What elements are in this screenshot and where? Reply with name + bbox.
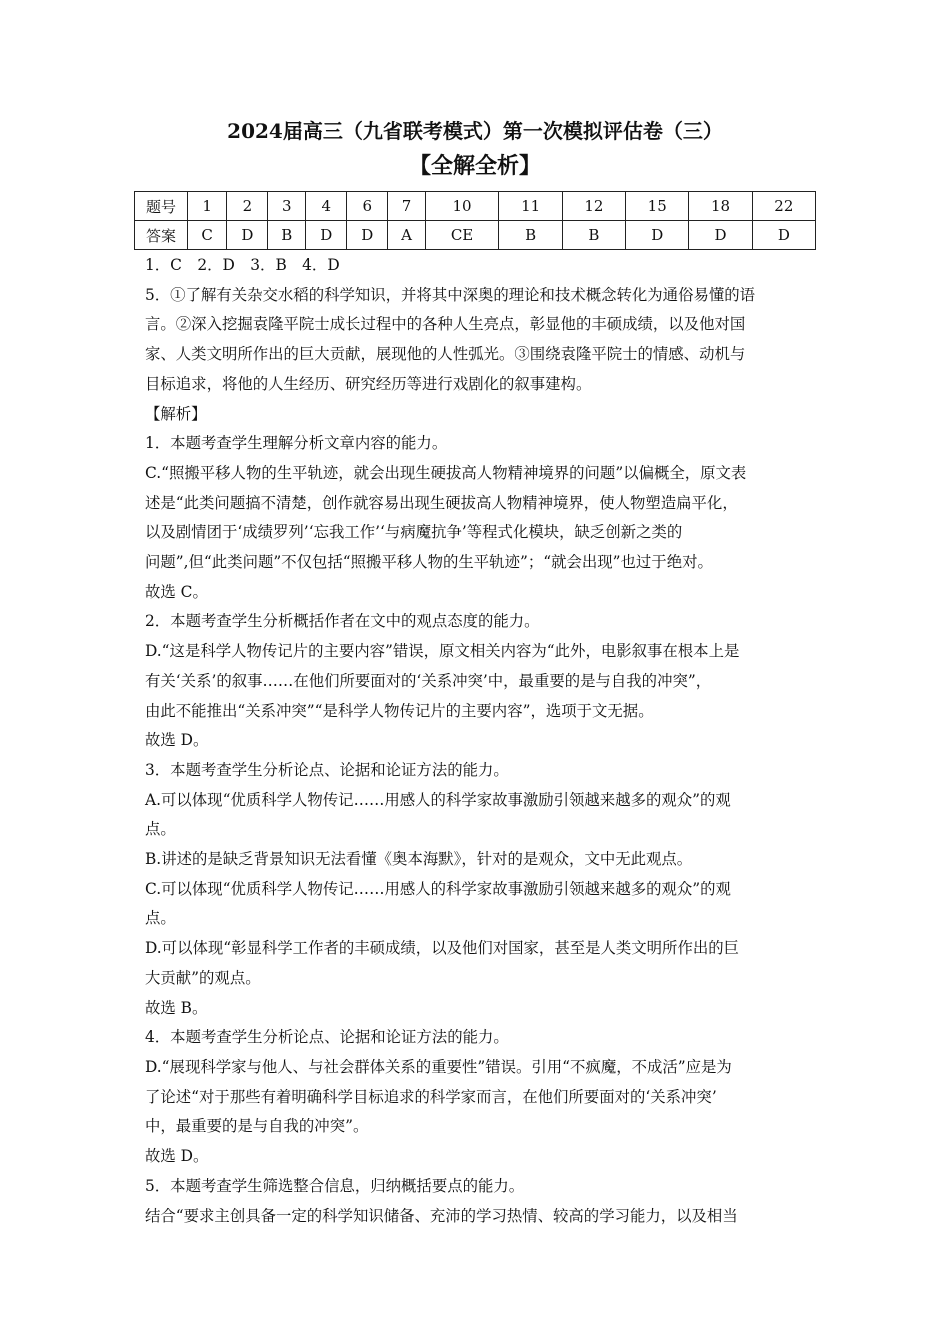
answer-table-number-row bbox=[135, 192, 816, 221]
answer-cell: B bbox=[268, 221, 306, 250]
text-line: C.“照搬平移人物的生平轨迹，就会出现生硬拔高人物精神境界的问题”以偏概全，原文表 bbox=[145, 463, 747, 482]
document-title: 2024届高三（九省联考模式）第一次模拟评估卷（三） bbox=[227, 119, 723, 143]
table-answer-label: 答案 bbox=[135, 221, 188, 250]
text-line: D.可以体现“彰显科学工作者的丰硕成绩，以及他们对国家，甚至是人类文明所作出的巨 bbox=[145, 939, 740, 958]
text-line: 故选 D。 bbox=[145, 731, 209, 750]
text-line: 点。 bbox=[145, 909, 176, 928]
question-number: 6 bbox=[347, 192, 388, 221]
text-line: 故选 B。 bbox=[145, 998, 208, 1017]
question-number: 11 bbox=[499, 192, 562, 221]
answer-cell: D bbox=[347, 221, 388, 250]
text-line: 结合“要求主创具备一定的科学知识储备、充沛的学习热情、较高的学习能力，以及相当 bbox=[145, 1206, 738, 1225]
answer-cell: D bbox=[306, 221, 347, 250]
text-line: 5．①了解有关杂交水稻的科学知识，并将其中深奥的理论和技术概念转化为通俗易懂的语 bbox=[145, 285, 756, 304]
text-line: 4．本题考查学生分析论点、论据和论证方法的能力。 bbox=[145, 1028, 509, 1047]
question-number: 22 bbox=[752, 192, 815, 221]
text-line: 以及剧情团于‘成绩罗列’‘忘我工作’‘与病魔抗争’等程式化模块，缺乏创新之类的 bbox=[145, 523, 683, 542]
text-line: D.“这是科学人物传记片的主要内容”错误，原文相关内容为“此外，电影叙事在根本上是 bbox=[145, 642, 740, 661]
question-number: 10 bbox=[425, 192, 499, 221]
text-line: 言。②深入挖掘袁隆平院士成长过程中的各种人生亮点，彰显他的丰硕成绩，以及他对国 bbox=[145, 315, 746, 334]
text-line: 点。 bbox=[145, 820, 176, 839]
answer-table bbox=[134, 191, 816, 250]
text-line: 故选 C。 bbox=[145, 582, 208, 601]
text-line: 1．本题考查学生理解分析文章内容的能力。 bbox=[145, 434, 448, 453]
table-header-label: 题号 bbox=[135, 192, 188, 221]
question-number: 15 bbox=[626, 192, 689, 221]
answer-cell: D bbox=[626, 221, 689, 250]
answer-cell: D bbox=[689, 221, 752, 250]
text-line: 述是“此类问题搞不清楚，创作就容易出现生硬拔高人物精神境界，使人物塑造扁平化， bbox=[145, 493, 738, 512]
text-line: 家、人类文明所作出的巨大贡献，展现他的人性弧光。③围绕袁隆平院士的情感、动机与 bbox=[145, 345, 746, 364]
text-line: 问题”,但“此类问题”不仅包括“照搬平移人物的生平轨迹”；“就会出现”也过于绝对。 bbox=[145, 553, 713, 572]
text-line: C.可以体现“优质科学人物传记……用感人的科学家故事激励引领越来越多的观众”的观 bbox=[145, 879, 731, 898]
question-number: 4 bbox=[306, 192, 347, 221]
answer-cell: D bbox=[752, 221, 815, 250]
text-line: 由此不能推出“关系冲突”“是科学人物传记片的主要内容”，选项于文无据。 bbox=[145, 701, 654, 720]
question-number: 2 bbox=[227, 192, 268, 221]
text-line: A.可以体现“优质科学人物传记……用感人的科学家故事激励引领越来越多的观众”的观 bbox=[145, 790, 731, 809]
explanation-body bbox=[145, 251, 817, 1231]
answer-cell: A bbox=[388, 221, 425, 250]
question-number: 1 bbox=[188, 192, 227, 221]
text-line: 有关‘关系’的叙事……在他们所要面对的‘关系冲突’中，最重要的是与自我的冲突”， bbox=[145, 671, 712, 690]
text-line: 目标追求，将他的人生经历、研究经历等进行戏剧化的叙事建构。 bbox=[145, 374, 592, 393]
text-line: B.讲述的是缺乏背景知识无法看懂《奥本海默》，针对的是观众，文中无此观点。 bbox=[145, 850, 693, 869]
text-line: 故选 D。 bbox=[145, 1147, 209, 1166]
answer-cell: CE bbox=[425, 221, 499, 250]
text-line: 1．C 2．D 3．B 4．D bbox=[145, 256, 340, 274]
question-number: 3 bbox=[268, 192, 306, 221]
text-line: 5．本题考查学生筛选整合信息，归纳概括要点的能力。 bbox=[145, 1176, 525, 1195]
text-line: 3．本题考查学生分析论点、论据和论证方法的能力。 bbox=[145, 760, 509, 779]
question-number: 7 bbox=[388, 192, 425, 221]
text-line: 中，最重要的是与自我的冲突”。 bbox=[145, 1117, 369, 1136]
text-line: 大贡献”的观点。 bbox=[145, 968, 261, 987]
text-line: 2．本题考查学生分析概括作者在文中的观点态度的能力。 bbox=[145, 612, 540, 631]
answer-cell: C bbox=[188, 221, 227, 250]
text-line: D.“展现科学家与他人、与社会群体关系的重要性”错误。引用“不疯魔，不成活”应是为 bbox=[145, 1057, 732, 1076]
question-number: 12 bbox=[562, 192, 625, 221]
text-line: 了论述“对于那些有着明确科学目标追求的科学家而言，在他们所要面对的‘关系冲突’ bbox=[145, 1087, 717, 1106]
answer-cell: D bbox=[227, 221, 268, 250]
document-subtitle: 【全解全析】 bbox=[408, 153, 541, 179]
question-number: 18 bbox=[689, 192, 752, 221]
answer-cell: B bbox=[499, 221, 562, 250]
text-line: 【解析】 bbox=[145, 404, 207, 423]
answer-table-answer-row bbox=[135, 221, 816, 250]
answer-cell: B bbox=[562, 221, 625, 250]
